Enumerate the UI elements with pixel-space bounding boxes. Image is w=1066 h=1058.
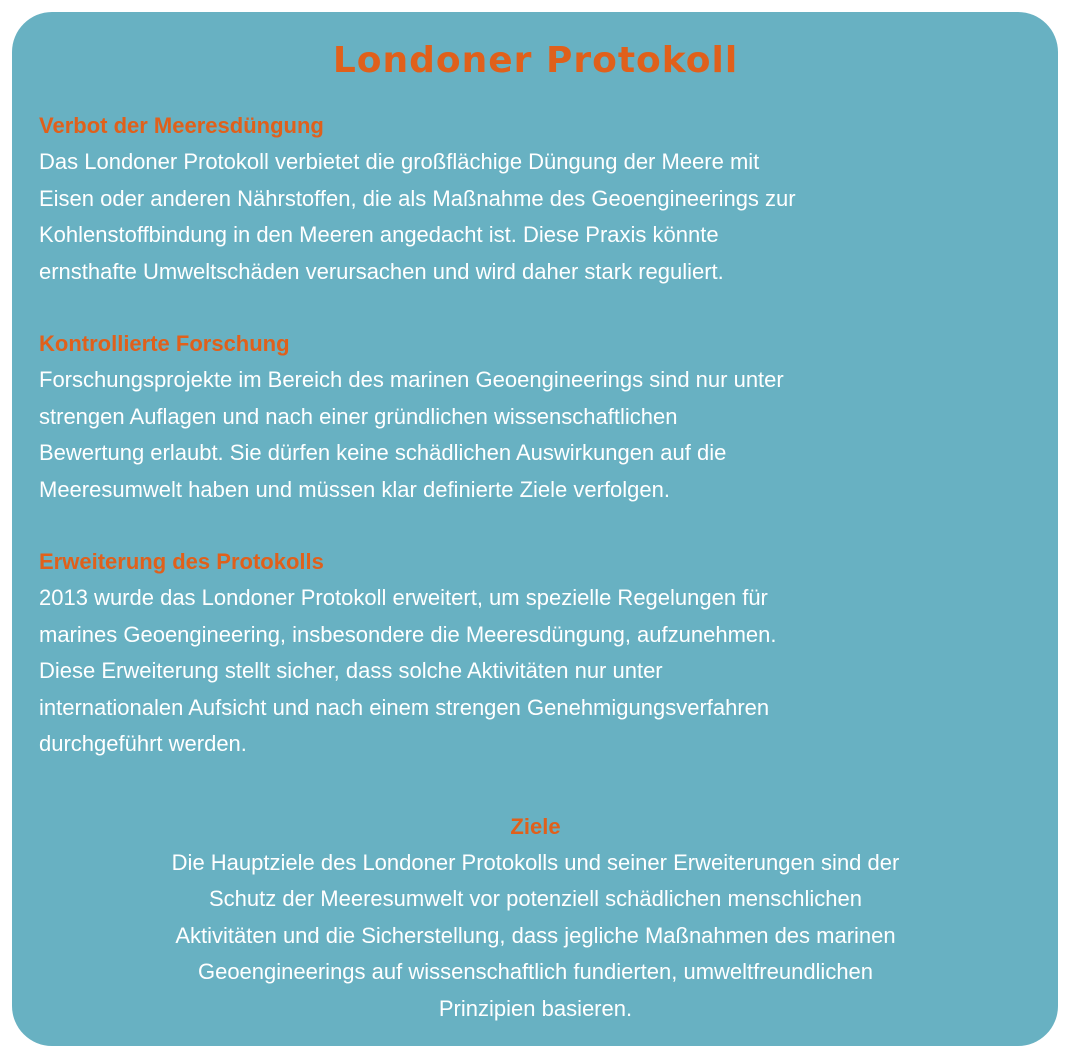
body-line: Aktivitäten und die Sicherstellung, dass jegliche Maßnahmen des marinen: [175, 922, 896, 948]
body-line: Meeresumwelt haben und müssen klar definierte Ziele verfolgen.: [39, 476, 670, 502]
body-line: Forschungsprojekte im Bereich des marinen Geoengineerings sind nur unter: [39, 367, 784, 392]
section-meeresduengung: [39, 108, 1032, 290]
section-heading: Kontrollierte Forschung: [39, 331, 290, 356]
section-body: [39, 144, 1032, 290]
body-line: 2013 wurde das Londoner Protokoll erweitert, um spezielle Regelungen für: [39, 585, 768, 610]
section-body: [39, 362, 1032, 508]
section-heading: Verbot der Meeresdüngung: [39, 113, 324, 138]
section-erweiterung: [39, 544, 1032, 763]
body-line: Bewertung erlaubt. Sie dürfen keine schädlichen Auswirkungen auf die: [39, 440, 727, 465]
body-line: Diese Erweiterung stellt sicher, dass solche Aktivitäten nur unter: [39, 658, 663, 683]
page-title: Londoner Protokoll: [332, 40, 739, 81]
body-line: Die Hauptziele des Londoner Protokolls und seiner Erweiterungen sind der: [171, 849, 900, 875]
body-line: Das Londoner Protokoll verbietet die großflächige Düngung der Meere mit: [39, 149, 760, 174]
body-line: marines Geoengineering, insbesondere die Meeresdüngung, aufzunehmen.: [39, 621, 777, 647]
body-line: durchgeführt werden.: [39, 731, 247, 756]
body-line: Eisen oder anderen Nährstoffen, die als Maßnahme des Geoengineerings zur: [39, 185, 796, 211]
body-line: strengen Auflagen und nach einer gründlichen wissenschaftlichen: [39, 403, 678, 429]
body-line: internationalen Aufsicht und nach einem strengen Genehmigungsverfahren: [39, 694, 770, 720]
info-card: [12, 12, 1058, 1046]
section-heading: Erweiterung des Protokolls: [39, 549, 324, 574]
body-line: Kohlenstoffbindung in den Meeren angedacht ist. Diese Praxis könnte: [39, 222, 719, 247]
section-body: [39, 845, 1032, 1028]
section-forschung: [39, 326, 1032, 508]
body-line: ernsthafte Umweltschäden verursachen und wird daher stark reguliert.: [39, 258, 724, 284]
section-ziele: [39, 809, 1032, 1028]
body-line: Schutz der Meeresumwelt vor potenziell schädlichen menschlichen: [209, 886, 862, 911]
section-heading: Ziele: [510, 813, 561, 839]
body-line: Prinzipien basieren.: [438, 995, 633, 1021]
section-body: [39, 580, 1032, 763]
body-line: Geoengineerings auf wissenschaftlich fundierten, umweltfreundlichen: [197, 959, 874, 984]
